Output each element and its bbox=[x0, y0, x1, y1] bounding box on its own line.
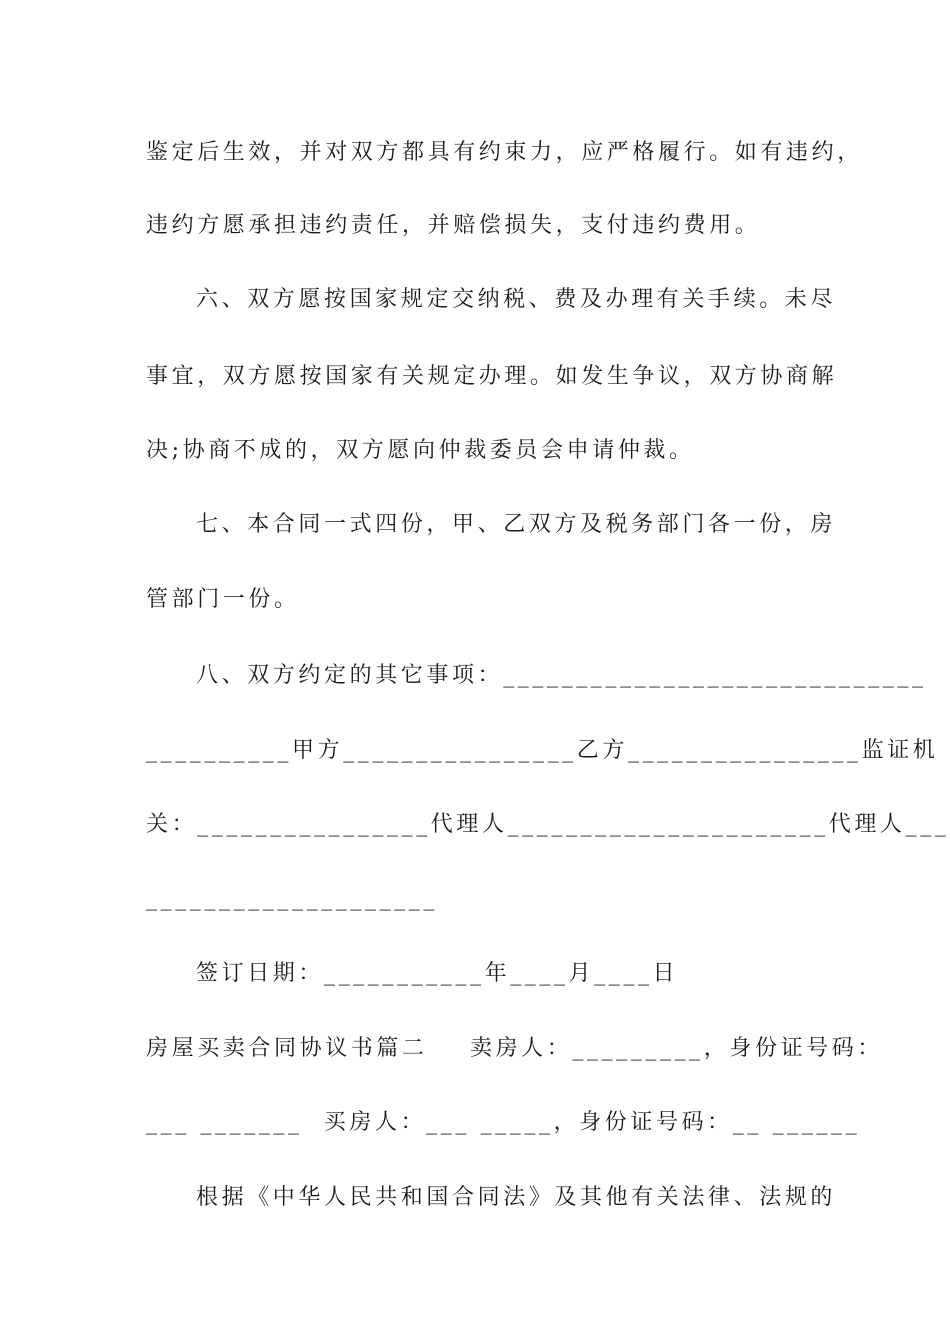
paragraph-line: 签订日期：___________年____月____日 bbox=[196, 961, 679, 986]
paragraph-line: __________甲方________________乙方________________监证机 bbox=[146, 738, 939, 763]
paragraph-line: 违约方愿承担违约责任，并赔偿损失，支付违约费用。 bbox=[146, 213, 761, 238]
paragraph-line: 六、双方愿按国家规定交纳税、费及办理有关手续。未尽 bbox=[196, 287, 837, 312]
paragraph-line: 八、双方约定的其它事项：_____________________________ bbox=[196, 663, 927, 688]
paragraph-line: 根据《中华人民共和国合同法》及其他有关法律、法规的 bbox=[196, 1185, 837, 1210]
paragraph-line: 管部门一份。 bbox=[146, 587, 300, 612]
paragraph-line: 七、本合同一式四份，甲、乙双方及税务部门各一份，房 bbox=[196, 512, 837, 537]
paragraph-line: 决;协商不成的，双方愿向仲裁委员会申请仲裁。 bbox=[146, 438, 695, 463]
paragraph-line: 房屋买卖合同协议书篇二 卖房人：_________，身份证号码： bbox=[146, 1036, 883, 1061]
paragraph-line: ____________________ bbox=[146, 886, 438, 911]
paragraph-line: 鉴定后生效，并对双方都具有约束力，应严格履行。如有违约， bbox=[146, 140, 863, 165]
paragraph-line: 事宜，双方愿按国家有关规定办理。如发生争议，双方协商解 bbox=[146, 364, 838, 389]
paragraph-line: 关：________________代理人______________________代理人___ bbox=[146, 812, 950, 837]
paragraph-line: ___ _______ 买房人：___ _____，身份证号码：__ ______ bbox=[146, 1110, 861, 1135]
